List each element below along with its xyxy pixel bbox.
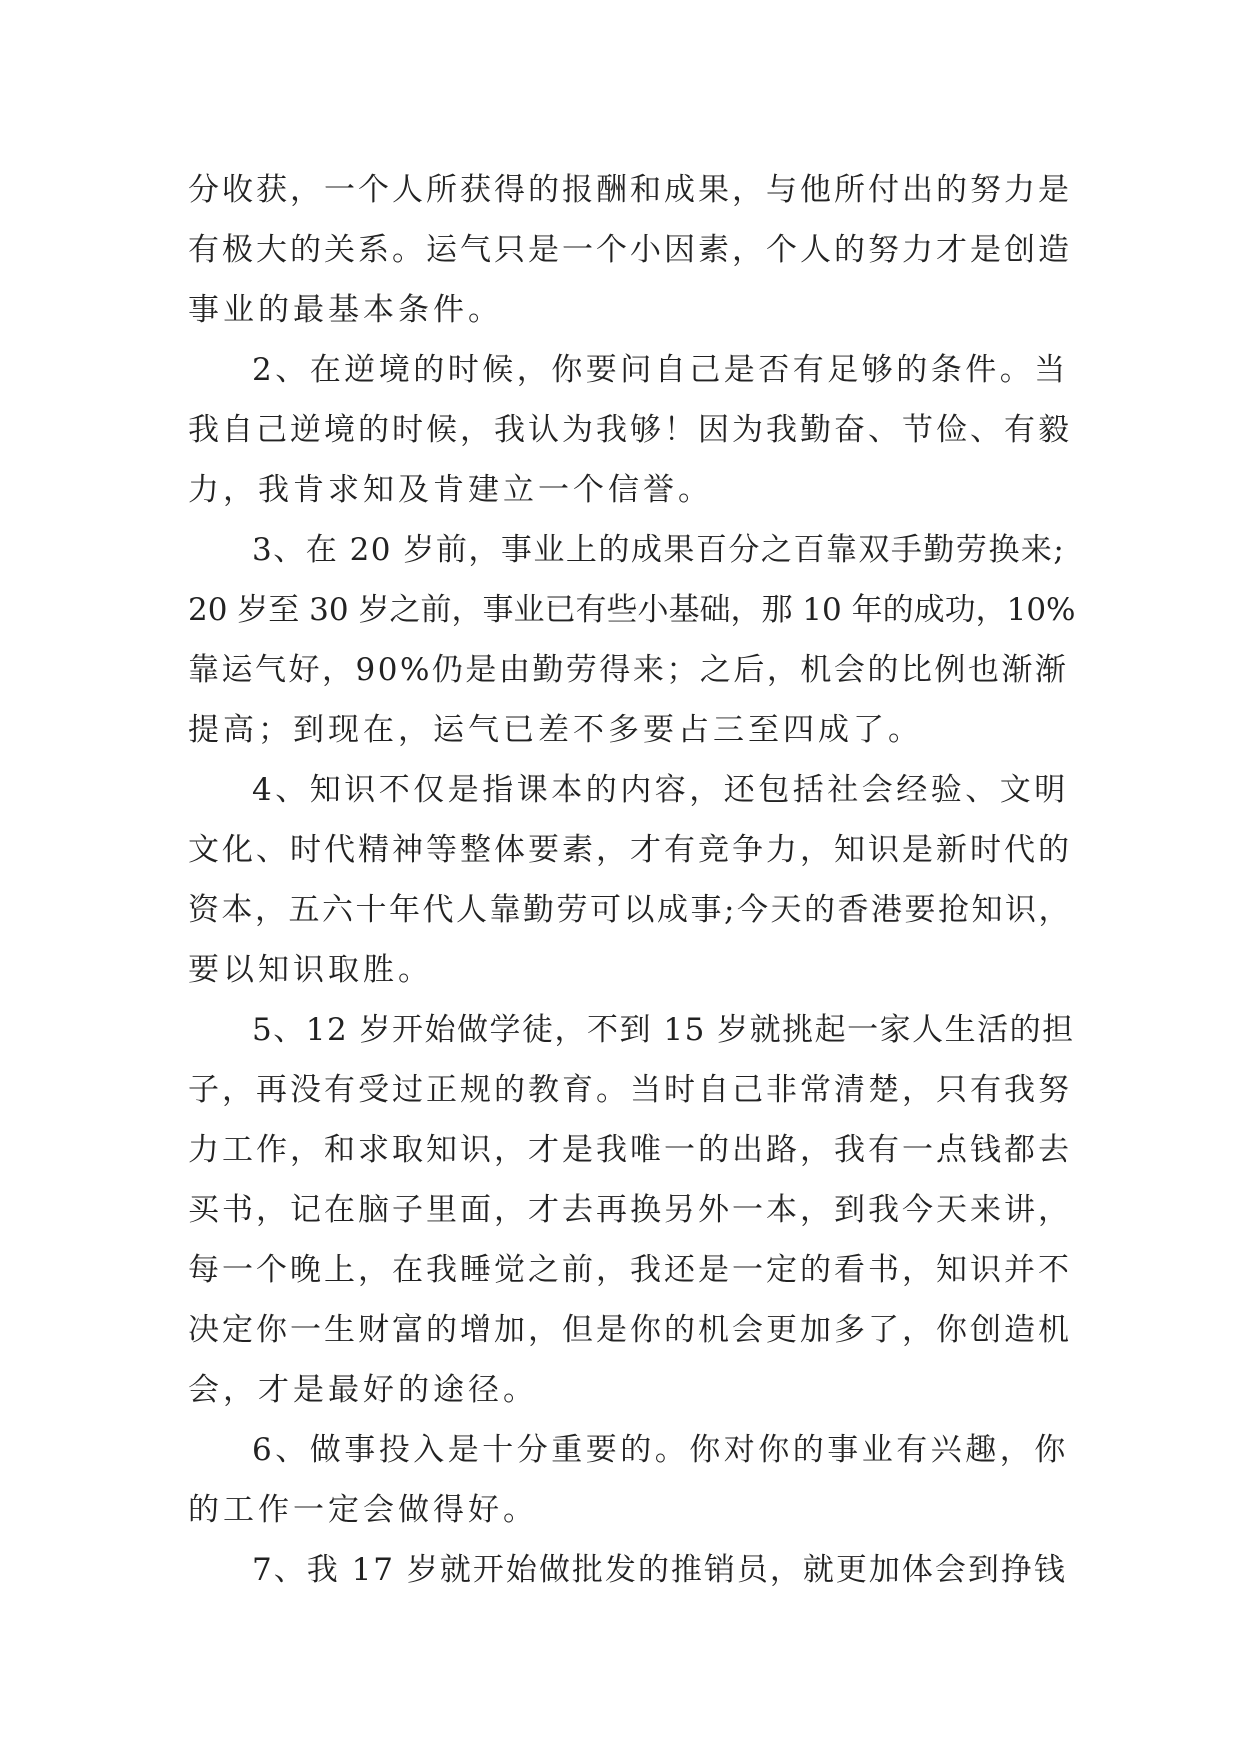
text-line: 决定你一生财富的增加，但是你的机会更加多了，你创造机 — [188, 1312, 1072, 1348]
text-line: 有极大的关系。运气只是一个小因素，个人的努力才是创造 — [188, 232, 1072, 268]
text-line: 买书，记在脑子里面，才去再换另外一本，到我今天来讲， — [188, 1192, 1072, 1228]
text-line: 6、做事投入是十分重要的。你对你的事业有兴趣，你 — [252, 1432, 1069, 1468]
text-line: 我自己逆境的时候，我认为我够！因为我勤奋、节俭、有毅 — [188, 412, 1072, 448]
text-line: 提高；到现在，运气已差不多要占三至四成了。 — [188, 712, 923, 748]
text-line: 的工作一定会做得好。 — [188, 1492, 538, 1528]
text-line: 分收获，一个人所获得的报酬和成果，与他所付出的努力是 — [188, 172, 1072, 208]
text-line: 4、知识不仅是指课本的内容，还包括社会经验、文明 — [252, 772, 1069, 808]
text-line: 3、在 20 岁前，事业上的成果百分之百靠双手勤劳换来; — [252, 532, 1066, 568]
text-line: 靠运气好，90%仍是由勤劳得来；之后，机会的比例也渐渐 — [188, 652, 1069, 688]
text-line: 事业的最基本条件。 — [188, 292, 503, 328]
document-body — [188, 160, 1076, 1600]
text-line: 会，才是最好的途径。 — [188, 1372, 538, 1408]
text-line: 每一个晚上，在我睡觉之前，我还是一定的看书，知识并不 — [188, 1252, 1072, 1288]
text-line: 要以知识取胜。 — [188, 952, 433, 988]
text-line: 资本，五六十年代人靠勤劳可以成事;今天的香港要抢知识， — [188, 892, 1072, 928]
text-line: 力工作，和求取知识，才是我唯一的出路，我有一点钱都去 — [188, 1132, 1072, 1168]
text-line: 20 岁至 30 岁之前，事业已有些小基础，那 10 年的成功，10% — [188, 592, 1076, 628]
text-line: 力，我肯求知及肯建立一个信誉。 — [188, 472, 713, 508]
text-line: 5、12 岁开始做学徒，不到 15 岁就挑起一家人生活的担 — [252, 1012, 1075, 1048]
text-line: 2、在逆境的时候，你要问自己是否有足够的条件。当 — [252, 352, 1069, 388]
text-line: 子，再没有受过正规的教育。当时自己非常清楚，只有我努 — [188, 1072, 1072, 1108]
text-line: 7、我 17 岁就开始做批发的推销员，就更加体会到挣钱 — [252, 1552, 1067, 1588]
text-line: 文化、时代精神等整体要素，才有竞争力，知识是新时代的 — [188, 832, 1072, 868]
